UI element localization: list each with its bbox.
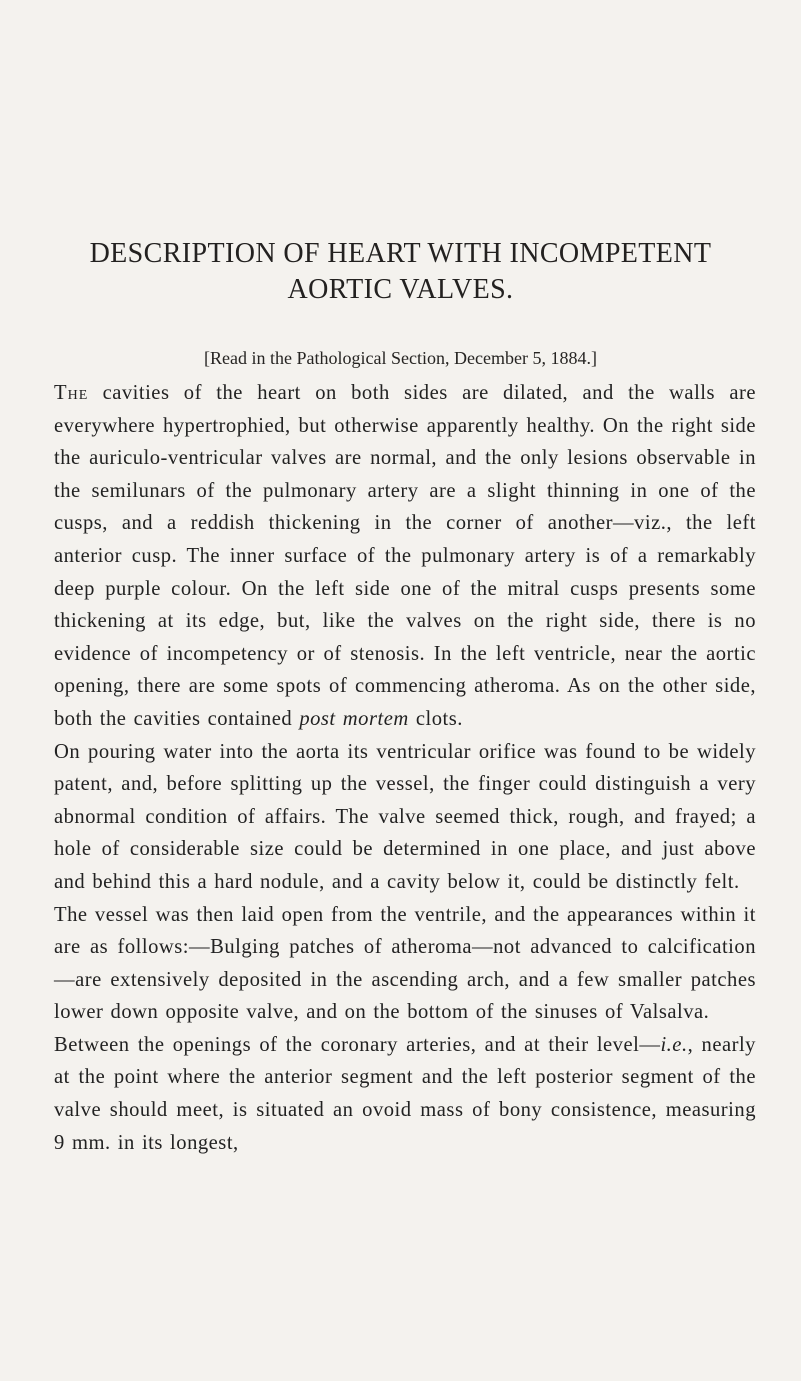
paragraph-3-text: The vessel was then laid open from the ventrile, and the appearances within it are as follows:—Bulging patches of atheroma—not advanced to calcification—are extensively deposited in the ascending arch, and a few smaller patches lower down opposite valve, and on the bottom of the sinuses of Valsalva. bbox=[54, 903, 756, 1024]
paragraph-1-text: cavities of the heart on both sides are dilated, and the walls are everywhere hypertrophied, but otherwise apparently healthy. On the right side the auriculo-ventricular valves are normal, and the only lesions observable in the semilunars of the pulmonary artery are a slight thinning in one of the cusps, and a reddish thickening in the corner of another—viz., the left anterior cusp. The inner surface of the pulmonary artery is of a remarkably deep purple colour. On the left side one of the mitral cusps presents some thickening at its edge, but, like the valves on the right side, there is no evidence of incompetency or of stenosis. In the left ventricle, near the aortic opening, there are some spots of commencing atheroma. As on the other side, both the cavities contained bbox=[54, 382, 756, 730]
paragraph-4-tail: , nearly at the point where the anterior segment and the left posterior segment of the valve should meet, is situated an ovoid mass of bony consistence, measuring 9 mm. in its longest, bbox=[54, 1033, 756, 1154]
lead-word: The bbox=[54, 382, 89, 404]
paragraph-3 bbox=[54, 899, 756, 1029]
paragraph-1-tail: clots. bbox=[408, 707, 463, 730]
paragraph-2-text: On pouring water into the aorta its ventricular orifice was found to be widely patent, and, before splitting up the vessel, the finger could distinguish a very abnormal condition of affairs. The valve seemed thick, rough, and frayed; a hole of considerable size could be determined in one place, and just above and behind this a hard nodule, and a cavity below it, could be distinctly felt. bbox=[54, 740, 756, 893]
title-line-2: AORTIC VALVES. bbox=[287, 274, 514, 305]
paragraph-4-italic: i.e. bbox=[660, 1033, 688, 1056]
paragraph-1-italic: post mortem bbox=[299, 707, 409, 730]
paragraph-4 bbox=[54, 1029, 756, 1159]
paragraph-1 bbox=[54, 377, 756, 736]
read-note: [Read in the Pathological Section, December 5, 1884.] bbox=[204, 348, 597, 368]
body-text bbox=[54, 377, 756, 1159]
paragraph-4-text: Between the openings of the coronary arteries, and at their level— bbox=[54, 1033, 661, 1056]
title-line-1: DESCRIPTION OF HEART WITH INCOMPETENT bbox=[89, 238, 712, 269]
paragraph-2 bbox=[54, 736, 756, 899]
